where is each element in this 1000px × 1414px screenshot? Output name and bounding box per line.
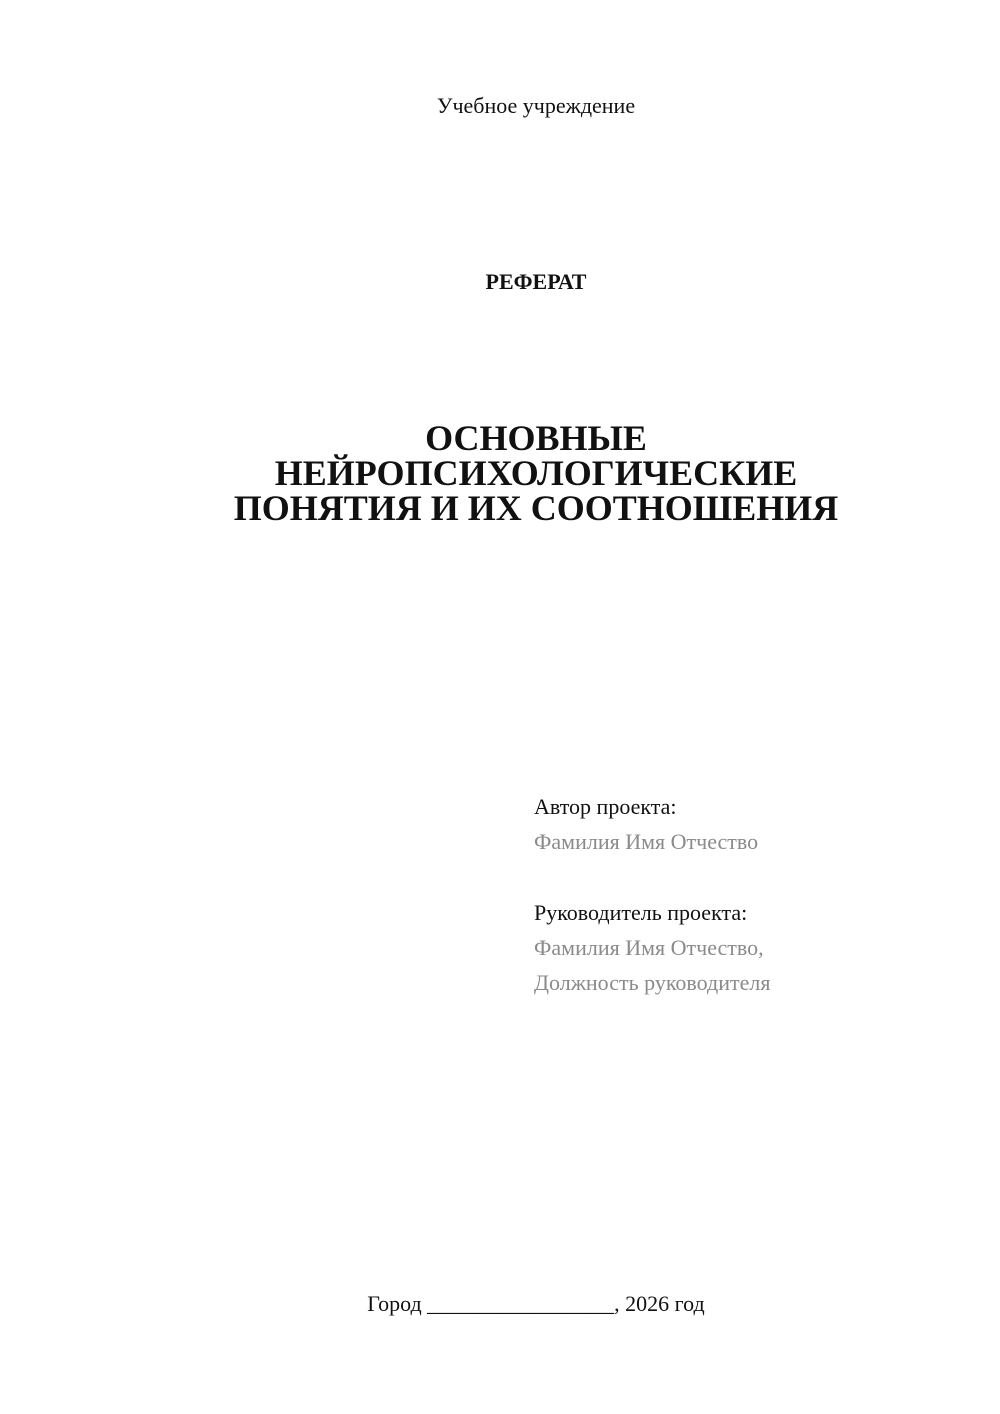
supervisor-label: Руководитель проекта: <box>534 900 748 925</box>
institution-name: Учебное учреждение <box>436 93 636 118</box>
project-info-block <box>534 789 770 1000</box>
title-line-3: ПОНЯТИЯ И ИХ СООТНОШЕНИЯ <box>233 488 839 528</box>
document-type: РЕФЕРАТ <box>485 269 587 294</box>
supervisor-position: Должность руководителя <box>534 970 771 995</box>
author-name: Фамилия Имя Отчество <box>534 829 759 854</box>
supervisor-name: Фамилия Имя Отчество, <box>534 935 764 960</box>
document-title <box>0 418 1000 528</box>
title-line-2: НЕЙРОПСИХОЛОГИЧЕСКИЕ <box>274 453 798 493</box>
author-label: Автор проекта: <box>534 794 677 819</box>
spacer <box>534 859 770 895</box>
city-year-line: Город _________________, 2026 год <box>367 1291 705 1316</box>
title-line-1: ОСНОВНЫЕ <box>425 418 647 458</box>
